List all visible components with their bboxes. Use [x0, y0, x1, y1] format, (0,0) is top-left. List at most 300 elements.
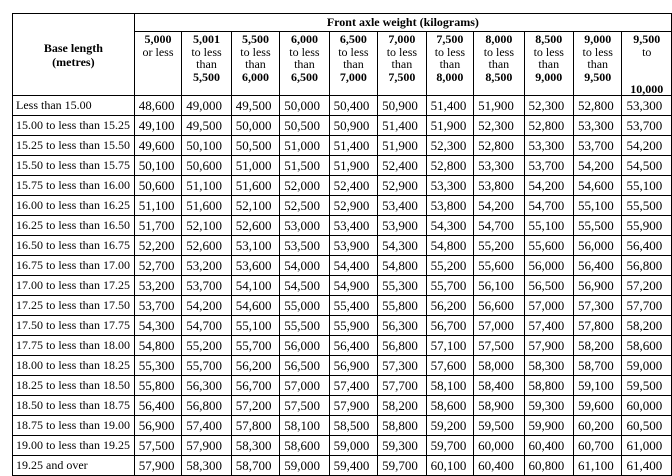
weight-cell: 56,700 [231, 376, 279, 396]
weight-cell: 55,800 [378, 296, 426, 316]
weight-cell: 53,300 [426, 176, 474, 196]
weight-cell: 52,300 [524, 96, 573, 116]
row-label: 16.50 to less than 16.75 [13, 236, 135, 256]
weight-cell: 58,200 [622, 316, 672, 336]
row-label: 17.75 to less than 18.00 [13, 336, 135, 356]
weight-cell: 57,900 [329, 396, 377, 416]
column-header-line: than [196, 57, 217, 71]
row-label: 16.25 to less than 16.50 [13, 216, 135, 236]
table-row [13, 396, 672, 416]
weight-cell: 54,900 [329, 276, 377, 296]
weight-cell: 54,700 [524, 196, 573, 216]
weight-cell: 60,400 [474, 456, 524, 476]
weight-cell: 57,000 [474, 316, 524, 336]
table-row [13, 456, 672, 476]
column-header [573, 32, 621, 96]
row-label: 15.75 to less than 16.00 [13, 176, 135, 196]
weight-cell: 59,300 [378, 436, 426, 456]
weight-cell: 61,100 [573, 456, 621, 476]
weight-cell: 51,500 [280, 156, 329, 176]
column-header [474, 32, 524, 96]
weight-cell: 51,900 [426, 116, 474, 136]
column-header-line: to less [240, 44, 271, 59]
weight-cell: 50,100 [182, 136, 231, 156]
weight-cell: 53,300 [573, 116, 621, 136]
weight-cell: 55,700 [426, 276, 474, 296]
weight-cell: 55,100 [524, 216, 573, 236]
weight-cell: 54,800 [134, 336, 182, 356]
weight-cell: 58,300 [524, 356, 573, 376]
weight-cell: 60,200 [573, 416, 621, 436]
weight-cell: 50,400 [329, 96, 377, 116]
weight-cell: 59,600 [573, 396, 621, 416]
weight-cell: 49,500 [182, 116, 231, 136]
weight-cell: 54,300 [426, 216, 474, 236]
weight-cell: 56,400 [573, 256, 621, 276]
weight-cell: 54,000 [280, 256, 329, 276]
weight-cell: 59,000 [329, 436, 377, 456]
weight-cell: 56,800 [622, 256, 672, 276]
table-row [13, 196, 672, 216]
weight-cell: 57,100 [426, 336, 474, 356]
row-label: 19.00 to less than 19.25 [13, 436, 135, 456]
row-label: 18.75 to less than 19.00 [13, 416, 135, 436]
weight-cell: 57,800 [573, 316, 621, 336]
weight-cell: 58,100 [280, 416, 329, 436]
weight-cell: 57,900 [134, 456, 182, 476]
weight-cell: 55,000 [280, 296, 329, 316]
row-label: 16.00 to less than 16.25 [13, 196, 135, 216]
weight-cell: 55,700 [231, 336, 279, 356]
weight-cell: 54,200 [622, 136, 672, 156]
weight-cell: 50,100 [134, 156, 182, 176]
weight-cell: 53,600 [231, 256, 279, 276]
base-length-header [13, 14, 135, 96]
weight-cell: 54,300 [378, 236, 426, 256]
weight-cell: 55,800 [134, 376, 182, 396]
weight-cell: 59,400 [329, 456, 377, 476]
column-header-line: 8,000 [436, 69, 464, 84]
column-header-line: to less [338, 44, 369, 59]
weight-cell: 55,200 [426, 256, 474, 276]
table-container [12, 13, 672, 476]
row-label: 17.25 to less than 17.50 [13, 296, 135, 316]
weight-cell: 56,000 [524, 256, 573, 276]
weight-cell: 54,400 [329, 256, 377, 276]
weight-cell: 53,000 [280, 216, 329, 236]
weight-cell: 58,700 [573, 356, 621, 376]
column-header-line: or less [142, 44, 174, 59]
weight-cell: 59,700 [426, 436, 474, 456]
weight-cell: 53,800 [474, 176, 524, 196]
column-header [329, 32, 377, 96]
row-label: 17.00 to less than 17.25 [13, 276, 135, 296]
weight-cell: 56,500 [524, 276, 573, 296]
weight-cell: 52,500 [280, 196, 329, 216]
weight-cell: 60,800 [524, 456, 573, 476]
weight-cell: 58,600 [622, 336, 672, 356]
table-row [13, 336, 672, 356]
weight-cell: 61,400 [622, 456, 672, 476]
weight-cell: 54,500 [280, 276, 329, 296]
weight-cell: 54,700 [474, 216, 524, 236]
weight-cell: 53,400 [329, 216, 377, 236]
weight-cell: 51,600 [182, 196, 231, 216]
weight-cell: 56,700 [426, 316, 474, 336]
weight-cell: 55,700 [182, 356, 231, 376]
table-row [13, 136, 672, 156]
weight-cell: 51,900 [329, 156, 377, 176]
weight-cell: 50,600 [182, 156, 231, 176]
weight-cell: 52,300 [426, 136, 474, 156]
weight-cell: 55,900 [622, 216, 672, 236]
weight-cell: 57,700 [622, 296, 672, 316]
weight-cell: 57,600 [426, 356, 474, 376]
weight-cell: 51,100 [182, 176, 231, 196]
weight-cell: 53,700 [573, 136, 621, 156]
weight-cell: 51,700 [134, 216, 182, 236]
weight-cell: 61,000 [622, 436, 672, 456]
weight-cell: 50,500 [280, 116, 329, 136]
weight-cell: 55,500 [280, 316, 329, 336]
table-row [13, 236, 672, 256]
weight-cell: 54,200 [573, 156, 621, 176]
weight-cell: 51,900 [378, 136, 426, 156]
weight-cell: 56,900 [134, 416, 182, 436]
weight-cell: 49,600 [134, 136, 182, 156]
weight-cell: 57,500 [474, 336, 524, 356]
weight-cell: 56,300 [182, 376, 231, 396]
weight-cell: 56,500 [280, 356, 329, 376]
weight-cell: 54,200 [182, 296, 231, 316]
column-header [182, 32, 231, 96]
weight-cell: 52,800 [524, 116, 573, 136]
weight-cell: 56,900 [329, 356, 377, 376]
weight-cell: 55,100 [622, 176, 672, 196]
weight-cell: 52,900 [329, 196, 377, 216]
weight-cell: 58,800 [524, 376, 573, 396]
weight-cell: 56,400 [329, 336, 377, 356]
weight-cell: 53,800 [426, 196, 474, 216]
weight-cell: 57,800 [231, 416, 279, 436]
weight-cell: 58,900 [474, 396, 524, 416]
column-header-line: 5,500 [193, 69, 221, 84]
table-row [13, 296, 672, 316]
weight-cell: 52,600 [182, 236, 231, 256]
weight-cell: 49,500 [231, 96, 279, 116]
weight-cell: 52,200 [134, 236, 182, 256]
column-header-line: to less [533, 44, 564, 59]
table-row [13, 116, 672, 136]
weight-cell: 59,200 [426, 416, 474, 436]
weight-cell: 53,500 [280, 236, 329, 256]
weight-cell: 51,400 [378, 116, 426, 136]
weight-cell: 55,400 [329, 296, 377, 316]
weight-cell: 56,300 [378, 316, 426, 336]
column-header [280, 32, 329, 96]
weight-cell: 57,700 [378, 376, 426, 396]
weight-cell: 56,800 [182, 396, 231, 416]
weight-cell: 55,100 [573, 196, 621, 216]
row-label: 17.50 to less than 17.75 [13, 316, 135, 336]
weight-cell: 57,000 [524, 296, 573, 316]
weight-cell: 50,500 [231, 136, 279, 156]
column-header-line: than [391, 57, 413, 71]
column-header-line: 9,500 [584, 69, 612, 84]
weight-cell: 55,300 [134, 356, 182, 376]
column-header-line: 5,000 [144, 32, 172, 46]
weight-cell: 54,300 [134, 316, 182, 336]
weight-cell: 57,400 [524, 316, 573, 336]
weight-cell: 58,600 [426, 396, 474, 416]
column-header-line: than [343, 57, 364, 71]
weight-cell: 53,100 [231, 236, 279, 256]
weight-cell: 56,800 [378, 336, 426, 356]
weight-cell: 57,200 [231, 396, 279, 416]
weight-cell: 53,900 [378, 216, 426, 236]
weight-cell: 56,600 [474, 296, 524, 316]
weight-cell: 53,200 [134, 276, 182, 296]
weight-cell: 56,400 [622, 236, 672, 256]
weight-cell: 54,100 [231, 276, 279, 296]
weight-cell: 60,500 [622, 416, 672, 436]
table-row [13, 356, 672, 376]
weight-cell: 53,300 [622, 96, 672, 116]
weight-cell: 59,700 [378, 456, 426, 476]
column-header-line: 8,000 [485, 32, 513, 46]
column-header [134, 32, 182, 96]
column-header-line: 8,500 [535, 32, 563, 46]
weight-cell: 57,200 [622, 276, 672, 296]
column-header-line: 6,000 [241, 69, 269, 84]
weight-cell: 52,800 [426, 156, 474, 176]
weight-cell: 58,300 [182, 456, 231, 476]
weight-cell: 57,500 [280, 396, 329, 416]
weight-cell: 52,300 [474, 116, 524, 136]
row-label: 15.50 to less than 15.75 [13, 156, 135, 176]
weight-cell: 60,700 [573, 436, 621, 456]
column-header [524, 32, 573, 96]
weight-cell: 54,700 [182, 316, 231, 336]
weight-cell: 58,800 [378, 416, 426, 436]
weight-cell: 59,900 [524, 416, 573, 436]
weight-cell: 52,100 [231, 196, 279, 216]
column-header-line: than [439, 57, 461, 71]
row-label: 19.25 and over [13, 456, 135, 476]
column-header [378, 32, 426, 96]
row-label: 15.25 to less than 15.50 [13, 136, 135, 156]
row-label: 15.00 to less than 15.25 [13, 116, 135, 136]
column-header-line: to less [386, 44, 418, 59]
weight-cell: 54,600 [573, 176, 621, 196]
weight-cell: 55,300 [378, 276, 426, 296]
weight-cell: 52,000 [280, 176, 329, 196]
weight-cell: 55,900 [329, 316, 377, 336]
weight-cell: 52,800 [474, 136, 524, 156]
column-header-line: 6,000 [290, 32, 318, 46]
column-header-line: 8,500 [485, 69, 513, 84]
base-length-header-line-1: Base length [43, 40, 103, 55]
weight-cell: 50,900 [378, 96, 426, 116]
weight-cell: 52,400 [378, 156, 426, 176]
weight-cell: 51,600 [231, 176, 279, 196]
table-row [13, 256, 672, 276]
weight-cell: 55,200 [474, 236, 524, 256]
weight-cell: 54,200 [474, 196, 524, 216]
weight-cell: 60,100 [426, 456, 474, 476]
row-label: 16.75 to less than 17.00 [13, 256, 135, 276]
front-axle-weight-caption: Front axle weight (kilograms) [134, 14, 671, 32]
base-length-header-line-2: (metres) [52, 54, 95, 69]
weight-cell: 57,300 [378, 356, 426, 376]
row-label: 18.50 to less than 18.75 [13, 396, 135, 416]
column-header-line: 9,000 [584, 32, 612, 46]
weight-cell: 55,600 [474, 256, 524, 276]
column-header-line: 7,500 [388, 69, 416, 84]
weight-cell: 51,100 [134, 196, 182, 216]
weight-cell: 60,000 [474, 436, 524, 456]
column-header-line: 9,500 [633, 32, 661, 46]
weight-cell: 58,600 [280, 436, 329, 456]
weight-cell: 50,600 [134, 176, 182, 196]
table-row [13, 216, 672, 236]
weight-cell: 51,900 [474, 96, 524, 116]
weight-cell: 57,000 [280, 376, 329, 396]
weight-cell: 53,300 [474, 156, 524, 176]
column-header [231, 32, 279, 96]
column-header-line: than [587, 57, 609, 71]
weight-cell: 53,700 [182, 276, 231, 296]
weight-cell: 58,000 [474, 356, 524, 376]
weight-cell: 49,000 [182, 96, 231, 116]
table-row [13, 416, 672, 436]
weight-cell: 53,700 [622, 116, 672, 136]
column-header-line: than [538, 57, 560, 71]
weight-cell: 56,100 [474, 276, 524, 296]
row-label: 18.00 to less than 18.25 [13, 356, 135, 376]
column-header-line: to less [289, 44, 320, 59]
column-header-line [622, 58, 671, 71]
weight-cell: 56,400 [134, 396, 182, 416]
weight-cell: 60,000 [622, 396, 672, 416]
weight-cell: 52,800 [573, 96, 621, 116]
weight-cell: 49,100 [134, 116, 182, 136]
weight-cell: 59,500 [622, 376, 672, 396]
weight-cell: 48,600 [134, 96, 182, 116]
weight-cell: 58,700 [231, 456, 279, 476]
weight-cell: 52,100 [182, 216, 231, 236]
column-header-line: to less [483, 44, 515, 59]
weight-cell: 56,200 [231, 356, 279, 376]
weight-cell: 52,600 [231, 216, 279, 236]
column-header-line: 9,000 [535, 69, 563, 84]
column-header [426, 32, 474, 96]
weight-cell: 59,100 [573, 376, 621, 396]
weight-cell: 57,400 [329, 376, 377, 396]
weight-cell: 56,000 [573, 236, 621, 256]
weight-cell: 50,900 [329, 116, 377, 136]
weight-cell: 55,100 [231, 316, 279, 336]
weight-cell: 57,500 [134, 436, 182, 456]
weight-cell: 51,400 [329, 136, 377, 156]
weight-cell: 57,900 [524, 336, 573, 356]
table-row [13, 376, 672, 396]
table-row [13, 316, 672, 336]
table-row [13, 276, 672, 296]
weight-cell: 52,400 [329, 176, 377, 196]
weight-cell: 52,900 [378, 176, 426, 196]
weight-cell: 58,300 [231, 436, 279, 456]
weight-cell: 55,200 [182, 336, 231, 356]
table-body [13, 96, 672, 476]
weight-cell: 53,700 [524, 156, 573, 176]
column-header-line: to less [191, 44, 222, 59]
column-header-line: 6,500 [290, 69, 318, 84]
weight-cell: 55,600 [524, 236, 573, 256]
weight-cell: 57,900 [182, 436, 231, 456]
weight-cell: 57,400 [182, 416, 231, 436]
row-label: 18.25 to less than 18.50 [13, 376, 135, 396]
axle-weight-table [12, 13, 672, 476]
weight-cell: 58,200 [573, 336, 621, 356]
column-header-line: than [245, 57, 266, 71]
weight-cell: 59,000 [622, 356, 672, 376]
weight-cell: 50,000 [231, 116, 279, 136]
weight-cell: 54,800 [426, 236, 474, 256]
column-header-line: to less [434, 44, 466, 59]
weight-cell: 50,000 [280, 96, 329, 116]
weight-cell: 52,700 [134, 256, 182, 276]
column-header-line: 10,000 [630, 81, 664, 96]
column-header-line: than [294, 57, 315, 71]
column-header-line: to [642, 44, 652, 59]
weight-cell: 58,400 [474, 376, 524, 396]
weight-cell: 54,800 [378, 256, 426, 276]
column-header-line: to less [582, 44, 613, 59]
weight-cell: 51,000 [231, 156, 279, 176]
weight-cell: 56,000 [280, 336, 329, 356]
weight-cell: 59,300 [524, 396, 573, 416]
weight-cell: 57,300 [573, 296, 621, 316]
weight-cell: 53,300 [524, 136, 573, 156]
column-header-line: 7,000 [388, 32, 416, 46]
column-header [622, 32, 672, 96]
column-header-line: 5,500 [241, 32, 269, 46]
weight-cell: 60,400 [524, 436, 573, 456]
table-row [13, 96, 672, 116]
weight-cell: 51,000 [280, 136, 329, 156]
weight-cell: 59,000 [280, 456, 329, 476]
weight-cell: 53,900 [329, 236, 377, 256]
row-label: Less than 15.00 [13, 96, 135, 116]
weight-cell: 56,200 [426, 296, 474, 316]
weight-cell: 54,200 [524, 176, 573, 196]
column-header-line: 6,500 [339, 32, 367, 46]
weight-cell: 51,400 [426, 96, 474, 116]
table-row [13, 176, 672, 196]
column-header-line: 7,500 [436, 32, 464, 46]
weight-cell: 58,100 [426, 376, 474, 396]
weight-cell: 53,700 [134, 296, 182, 316]
weight-cell: 58,500 [329, 416, 377, 436]
weight-cell: 55,500 [573, 216, 621, 236]
weight-cell: 58,200 [378, 396, 426, 416]
weight-cell: 59,500 [474, 416, 524, 436]
weight-cell: 53,200 [182, 256, 231, 276]
table-row [13, 156, 672, 176]
column-header-line: 5,001 [193, 32, 221, 46]
weight-cell: 54,600 [231, 296, 279, 316]
